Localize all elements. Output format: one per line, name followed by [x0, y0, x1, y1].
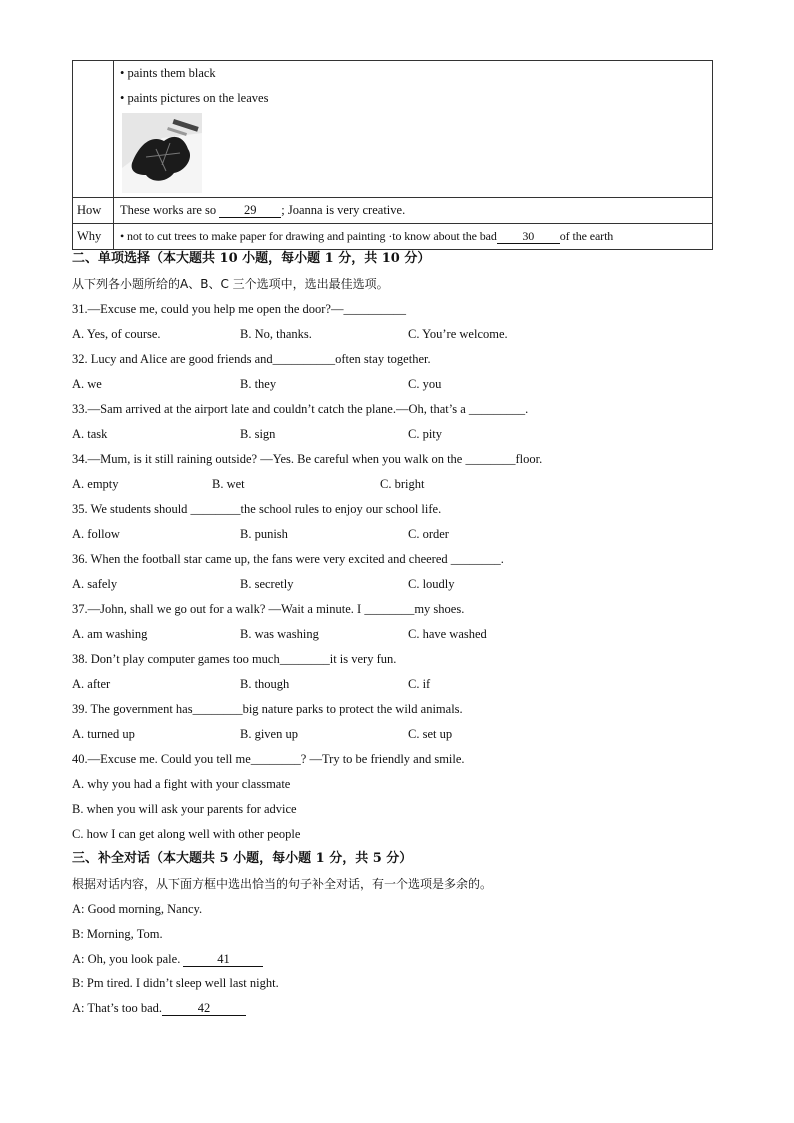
cell-text: of the earth [559, 229, 614, 243]
answer-blank[interactable]: 29 [219, 203, 281, 218]
dialogue-line: B: Pm tired. I didn’t sleep well last night. [72, 976, 279, 990]
option-b[interactable]: B. secretly [240, 577, 294, 591]
question-stem: 40.—Excuse me. Could you tell me________? —Try to be friendly and smile. [72, 752, 465, 766]
bullet-item: • paints pictures on the leaves [120, 91, 269, 105]
cell-text: ; Joanna is very creative. [281, 203, 406, 217]
cell-text: • not to cut trees to make paper for drawing and painting ·to know about the bad [120, 229, 497, 243]
table-row [73, 224, 713, 250]
option-b[interactable]: B. was washing [240, 627, 319, 641]
option-b[interactable]: B. No, thanks. [240, 327, 312, 341]
question-stem: 38. Don’t play computer games too much________it is very fun. [72, 652, 397, 666]
table-cell-content [114, 224, 713, 250]
option-b[interactable]: B. given up [240, 727, 298, 741]
leaf-painting-photo [122, 113, 202, 193]
section-heading: 三、补全对话（本大题共 5 小题，每小题 1 分，共 5 分） [72, 851, 413, 866]
leaf-painting-icon [122, 113, 202, 193]
option-a[interactable]: A. turned up [72, 727, 135, 741]
dialogue-line: B: Morning, Tom. [72, 927, 163, 941]
option-c[interactable]: C. set up [408, 727, 453, 741]
option-b[interactable]: B. though [240, 677, 290, 691]
dialogue-text: A: Oh, you look pale. [72, 952, 181, 966]
info-table [72, 60, 713, 250]
option-a[interactable]: A. why you had a fight with your classmate [72, 777, 291, 791]
section-heading: 二、单项选择（本大题共 10 小题，每小题 1 分，共 10 分） [72, 251, 431, 266]
question-stem: 37.—John, shall we go out for a walk? —Wait a minute. I ________my shoes. [72, 602, 465, 616]
answer-blank[interactable]: 42 [162, 1001, 246, 1016]
answer-blank[interactable]: 30 [497, 229, 560, 244]
cell-text: These works are so [120, 203, 217, 217]
option-a[interactable]: A. empty [72, 477, 119, 491]
section-instruction: 从下列各小题所给的A、B、C 三个选项中，选出最佳选项。 [72, 277, 389, 291]
option-b[interactable]: B. wet [212, 477, 245, 491]
table-row [73, 198, 713, 224]
option-a[interactable]: A. task [72, 427, 108, 441]
option-c[interactable]: C. you [408, 377, 442, 391]
row-label: How [73, 198, 114, 224]
dialogue-text: A: That’s too bad. [72, 1001, 163, 1015]
section-instruction: 根据对话内容，从下面方框中选出恰当的句子补全对话，有一个选项是多余的。 [72, 877, 493, 891]
row-label: Why [73, 224, 114, 250]
option-b[interactable]: B. they [240, 377, 277, 391]
question-stem: 34.—Mum, is it still raining outside? —Yes. Be careful when you walk on the ________floor. [72, 452, 543, 466]
option-c[interactable]: C. how I can get along well with other people [72, 827, 301, 841]
table-row [73, 61, 713, 198]
question-stem: 35. We students should ________the school rules to enjoy our school life. [72, 502, 442, 516]
question-stem: 31.—Excuse me, could you help me open the door?—__________ [72, 302, 406, 316]
option-a[interactable]: A. Yes, of course. [72, 327, 161, 341]
option-c[interactable]: C. You’re welcome. [408, 327, 508, 341]
dialogue-line: A: Good morning, Nancy. [72, 902, 203, 916]
option-a[interactable]: A. am washing [72, 627, 148, 641]
option-c[interactable]: C. bright [380, 477, 425, 491]
table-cell-content [114, 61, 713, 198]
option-c[interactable]: C. pity [408, 427, 443, 441]
option-a[interactable]: A. we [72, 377, 102, 391]
option-c[interactable]: C. loudly [408, 577, 455, 591]
bullet-item: • paints them black [120, 66, 216, 80]
option-a[interactable]: A. follow [72, 527, 120, 541]
table-cell-empty [73, 61, 114, 198]
option-c[interactable]: C. order [408, 527, 449, 541]
option-b[interactable]: B. when you will ask your parents for advice [72, 802, 297, 816]
answer-blank[interactable]: 41 [183, 952, 263, 967]
dialogue-line [72, 951, 263, 967]
dialogue-line [72, 1000, 246, 1016]
option-c[interactable]: C. if [408, 677, 431, 691]
question-stem: 39. The government has________big nature parks to protect the wild animals. [72, 702, 463, 716]
option-b[interactable]: B. sign [240, 427, 276, 441]
question-stem: 36. When the football star came up, the fans were very excited and cheered ________. [72, 552, 504, 566]
option-b[interactable]: B. punish [240, 527, 288, 541]
option-c[interactable]: C. have washed [408, 627, 487, 641]
question-stem: 32. Lucy and Alice are good friends and__________often stay together. [72, 352, 431, 366]
option-a[interactable]: A. after [72, 677, 111, 691]
table-cell-content [114, 198, 713, 224]
option-a[interactable]: A. safely [72, 577, 118, 591]
question-stem: 33.—Sam arrived at the airport late and couldn’t catch the plane.—Oh, that’s a _________. [72, 402, 529, 416]
